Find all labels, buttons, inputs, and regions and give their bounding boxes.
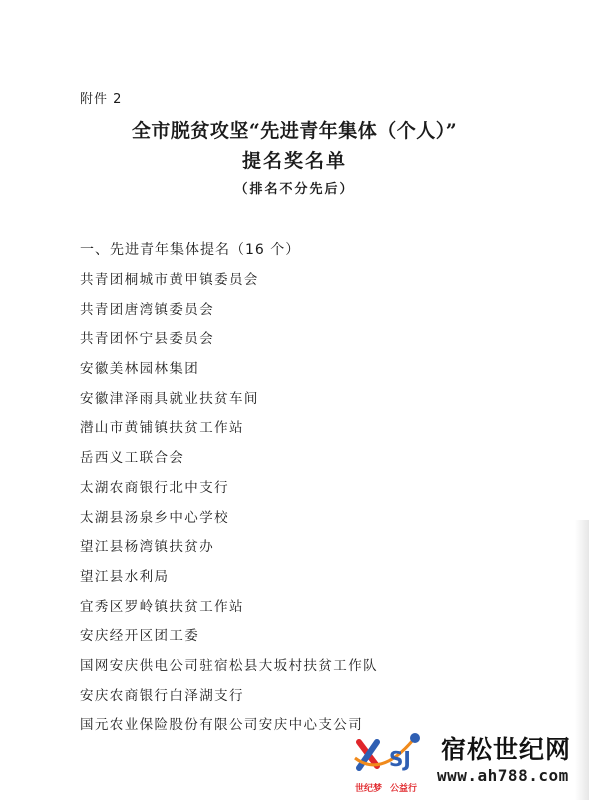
document-subtitle: （排名不分先后） <box>234 182 355 197</box>
logo-text: SJ <box>389 747 411 771</box>
attachment-label: 附件 2 <box>80 92 123 107</box>
document-title-line-1: 全市脱贫攻坚“先进青年集体（个人）” <box>131 120 458 142</box>
nominee-entry: 安徽美林园林集团 <box>80 361 200 378</box>
nominee-entry: 潜山市黄铺镇扶贫工作站 <box>80 420 244 437</box>
section-heading-collectives: 一、先进青年集体提名（16 个） <box>80 242 301 258</box>
site-watermark <box>349 722 589 800</box>
nominee-entry: 安庆农商银行白泽湖支行 <box>80 687 244 704</box>
nominee-entry: 太湖农商银行北中支行 <box>80 479 229 496</box>
nominee-entry: 宜秀区罗岭镇扶贫工作站 <box>80 598 244 615</box>
nominee-entry: 安徽津泽雨具就业扶贫车间 <box>80 390 259 407</box>
nominee-entry: 共青团桐城市黄甲镇委员会 <box>80 272 259 288</box>
nominee-entry: 岳西义工联合会 <box>80 450 185 467</box>
tagline-part-2: 公益行 <box>390 784 418 794</box>
nominee-entry: 望江县水利局 <box>80 568 170 585</box>
site-tagline <box>355 781 425 794</box>
site-url: www.ah788.com <box>437 766 569 785</box>
nominee-entry: 望江县杨湾镇扶贫办 <box>80 539 215 556</box>
nominee-entry: 国元农业保险股份有限公司安庆中心支公司 <box>80 717 364 734</box>
nominee-entry: 共青团怀宁县委员会 <box>80 331 215 348</box>
nominee-list <box>80 269 378 744</box>
document-title-line-2: 提名奖名单 <box>241 150 347 172</box>
nominee-entry: 共青团唐湾镇委员会 <box>80 301 215 318</box>
nominee-entry: 安庆经开区团工委 <box>80 628 200 645</box>
nominee-entry: 国网安庆供电公司驻宿松县大坂村扶贫工作队 <box>80 657 378 674</box>
tagline-part-1: 世纪梦 <box>355 784 383 794</box>
site-title: 宿松世纪网 <box>441 735 572 764</box>
nominee-entry: 太湖县汤泉乡中心学校 <box>80 509 229 526</box>
